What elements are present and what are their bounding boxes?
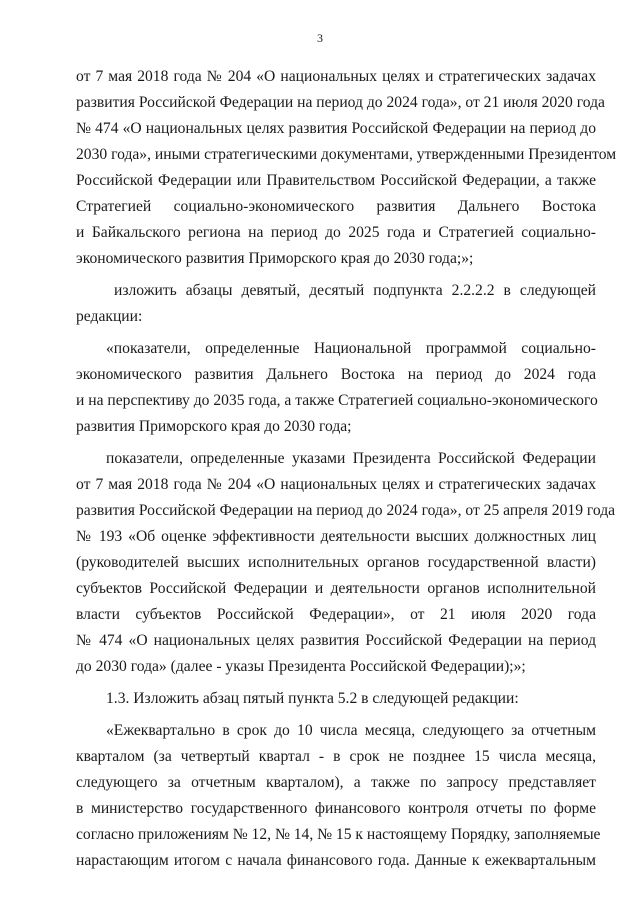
- text-line: показатели, определенные указами Президента Российской Федерации: [106, 450, 596, 467]
- text-line: и на перспективу до 2035 года, а также Стратегией социально-экономического: [76, 392, 598, 409]
- text-line: № 474 «О национальных целях развития Российской Федерации на период: [76, 632, 596, 649]
- text-line: нарастающим итогом с начала финансового года. Данные к ежеквартальным: [76, 852, 596, 869]
- text-line: и Байкальского региона на период до 2025 года и Стратегией социально-: [76, 224, 596, 241]
- text-line: «показатели, определенные Национальной программой социально-: [106, 340, 596, 357]
- text-line: № 193 «Об оценке эффективности деятельности высших должностных лиц: [76, 528, 596, 545]
- text-line: Российской Федерации или Правительством Российской Федерации, а также: [76, 172, 596, 189]
- text-line: 2030 года», иными стратегическими документами, утвержденными Президентом: [76, 146, 617, 163]
- text-line: редакции:: [76, 308, 143, 325]
- text-line: «Ежеквартально в срок до 10 числа месяца, следующего за отчетным: [106, 722, 596, 739]
- text-line: развития Российской Федерации на период до 2024 года», от 21 июля 2020 года: [76, 94, 605, 111]
- text-line: Стратегией социально-экономического развития Дальнего Востока: [76, 198, 596, 215]
- page-number: 3: [317, 31, 323, 45]
- text-line: от 7 мая 2018 года № 204 «О национальных целях и стратегических задачах: [76, 476, 596, 493]
- text-line: изложить абзацы девятый, десятый подпункта 2.2.2.2 в следующей: [114, 282, 596, 299]
- text-line: власти субъектов Российской Федерации», от 21 июля 2020 года: [76, 606, 596, 623]
- text-line: в министерство государственного финансового контроля отчеты по форме: [76, 800, 596, 817]
- document-body: [76, 64, 617, 874]
- text-line: 1.3. Изложить абзац пятый пункта 5.2 в следующей редакции:: [106, 690, 519, 707]
- text-line: согласно приложениям № 12, № 14, № 15 к настоящему Порядку, заполняемые: [76, 826, 601, 843]
- text-line: от 7 мая 2018 года № 204 «О национальных целях и стратегических задачах: [76, 68, 596, 85]
- text-line: развития Российской Федерации на период до 2024 года», от 25 апреля 2019 года: [76, 502, 616, 519]
- text-line: экономического развития Дальнего Востока на период до 2024 года: [76, 366, 596, 383]
- text-line: до 2030 года» (далее - указы Президента Российской Федерации);»;: [76, 658, 526, 675]
- text-line: экономического развития Приморского края до 2030 года;»;: [76, 250, 474, 267]
- text-line: кварталом (за четвертый квартал - в срок не позднее 15 числа месяца,: [76, 748, 596, 765]
- text-line: следующего за отчетным кварталом), а также по запросу представляет: [76, 774, 596, 791]
- text-line: субъектов Российской Федерации и деятельности органов исполнительной: [76, 580, 596, 597]
- text-line: (руководителей высших исполнительных органов государственной власти): [76, 554, 596, 571]
- text-line: развития Приморского края до 2030 года;: [76, 418, 352, 435]
- text-line: № 474 «О национальных целях развития Российской Федерации на период до: [76, 120, 596, 137]
